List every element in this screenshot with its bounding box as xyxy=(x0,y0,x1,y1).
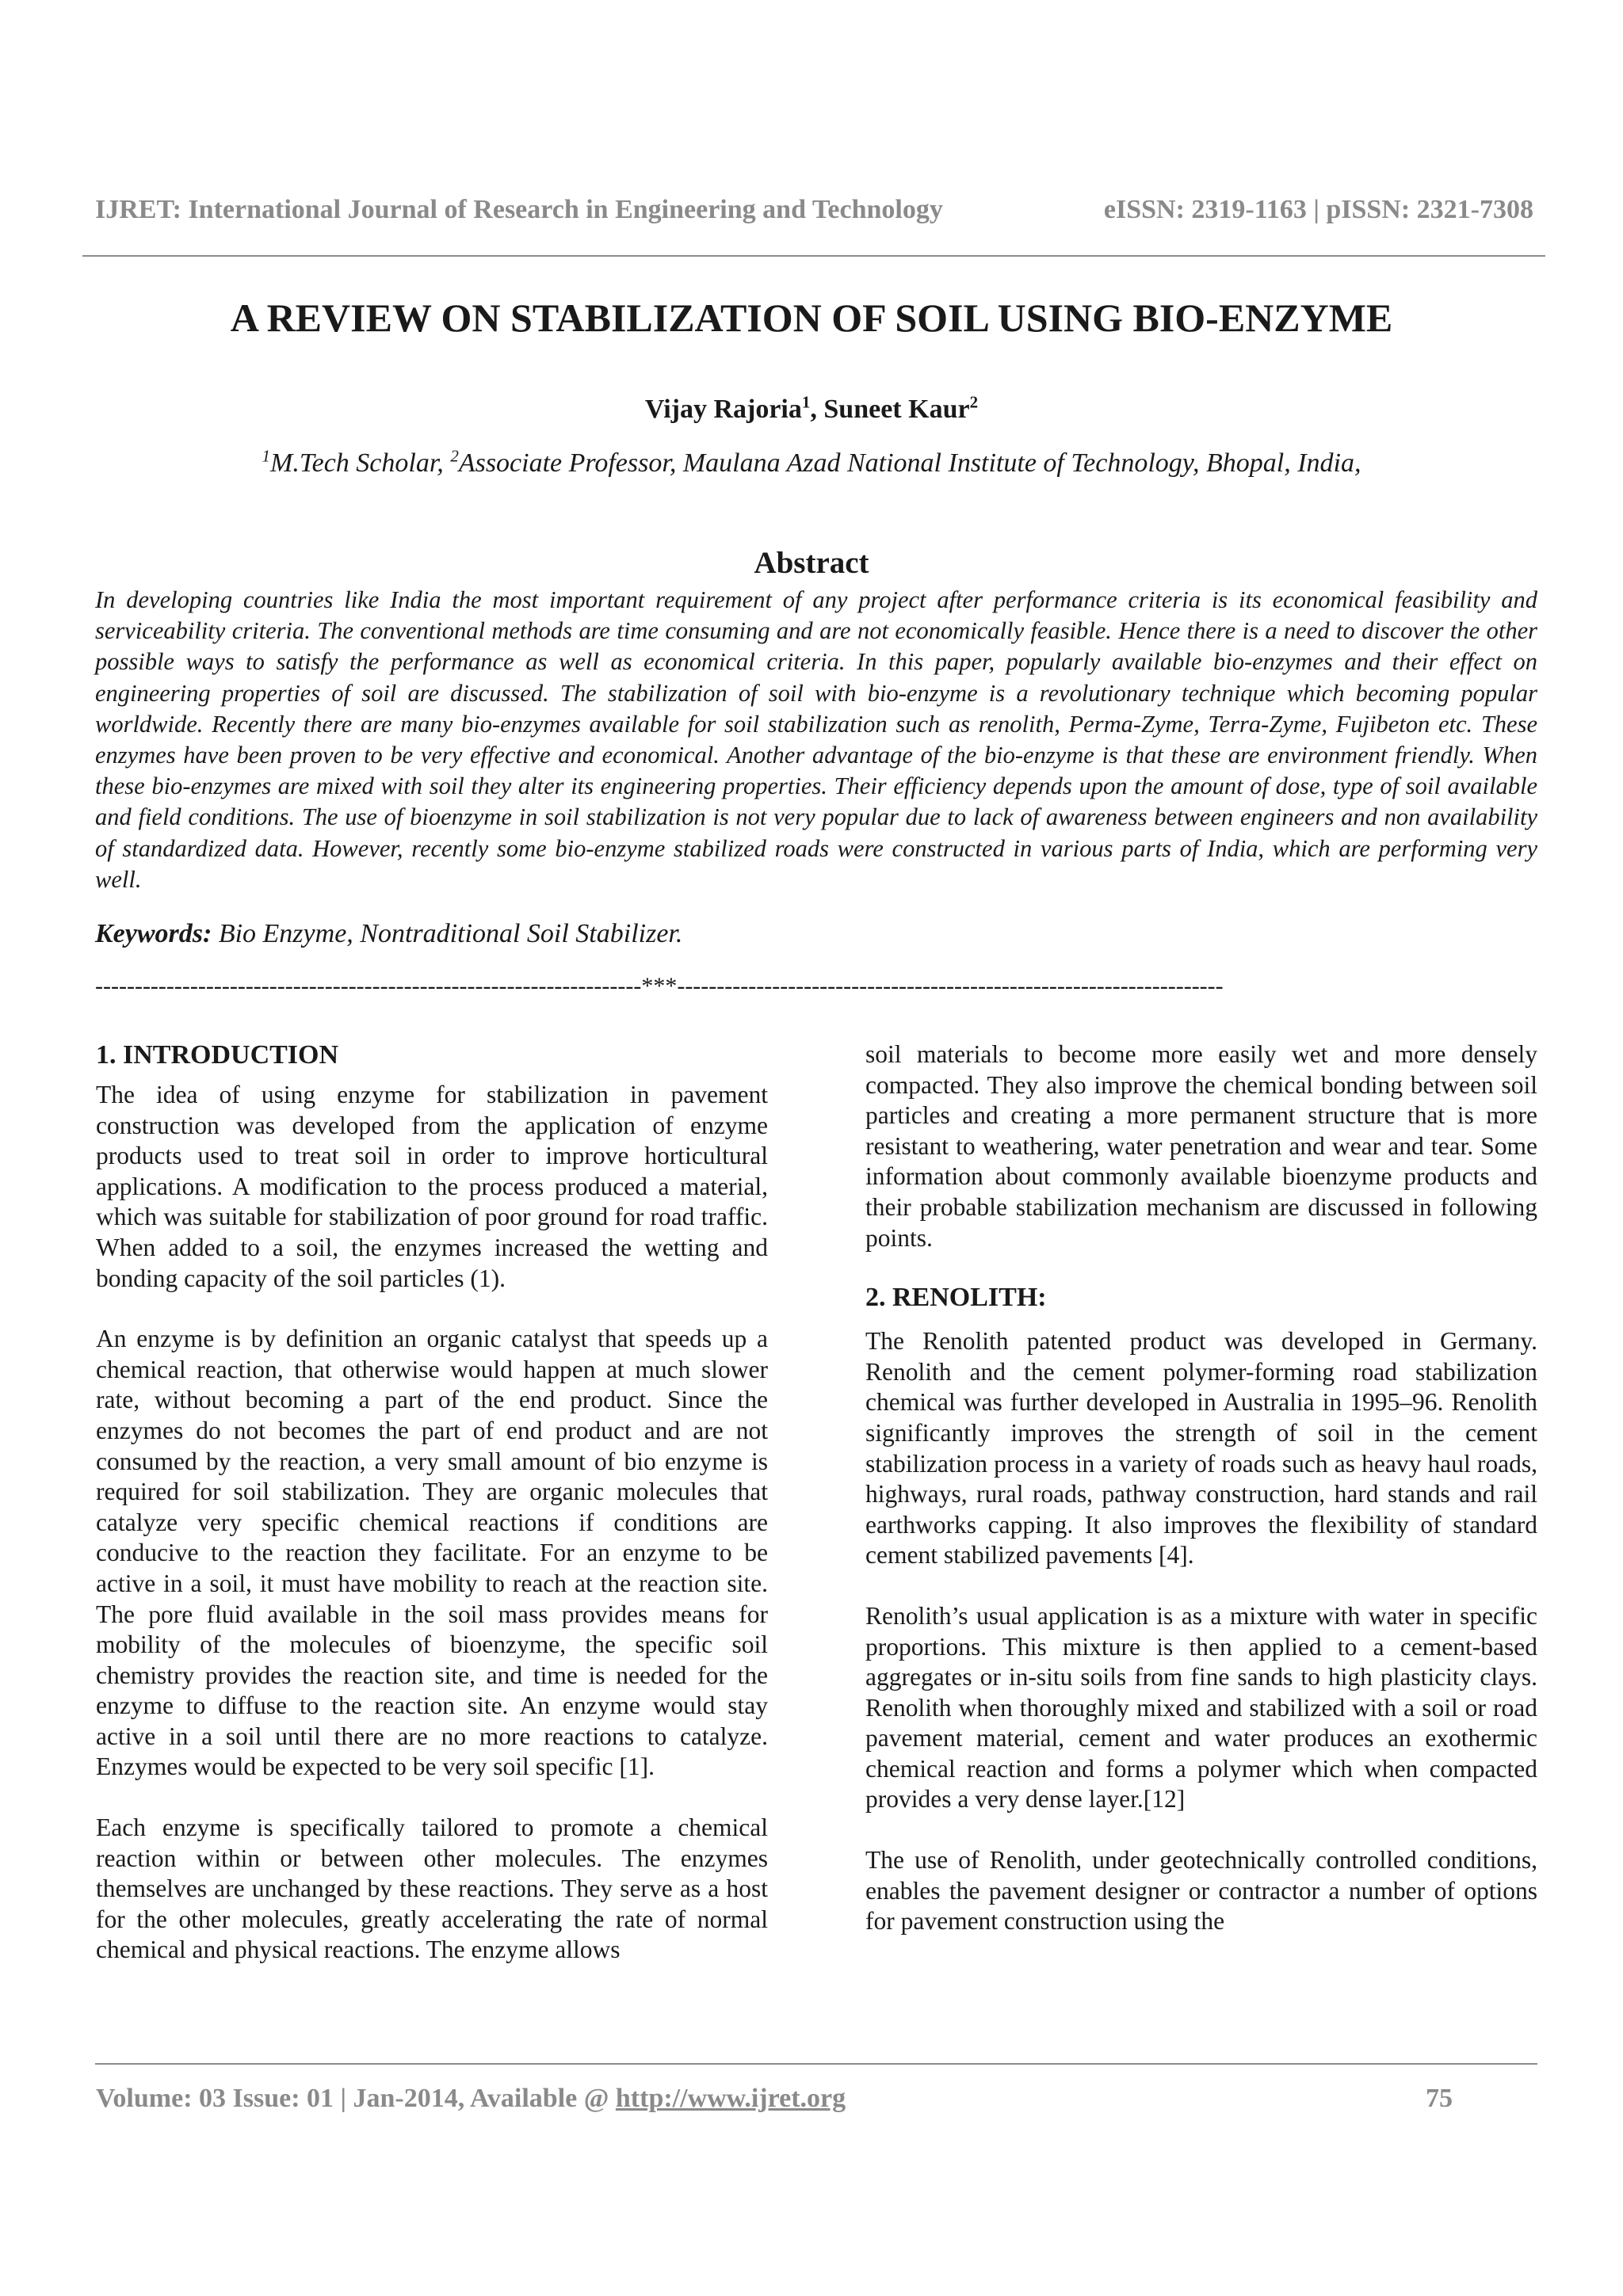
section-divider: ---------------------------------------------------------------------***--------------------------------------------------------------------- xyxy=(95,973,1224,999)
affiliation-superscript: 1 xyxy=(262,446,271,466)
body-paragraph: An enzyme is by definition an organic catalyst that speeds up a chemical reaction, that otherwise would happen at much slower rate, without becoming a part of the end product. Since the enzymes do not becomes the part of end product and are not consumed by the reaction, a very small amount of bio enzyme is required for soil stabilization. They are organic molecules that catalyze very specific chemical reactions if conditions are conducive to the reaction they facilitate. For an enzyme to be active in a soil, it must have mobility to reach at the reaction site. The pore fluid available in the soil mass provides means for mobility of the molecules of bioenzyme, the specific soil chemistry provides the reaction site, and time is needed for the enzyme to diffuse to the reaction site. An enzyme would stay active in a soil until there are no more reactions to catalyze. Enzymes would be expected to be very soil specific [1]. xyxy=(96,1325,768,1781)
page-footer xyxy=(96,2084,1453,2119)
footer-volume-text: Volume: 03 Issue: 01 | Jan-2014, Available @ xyxy=(96,2084,616,2113)
issn-info: eISSN: 2319-1163 | pISSN: 2321-7308 xyxy=(1103,195,1533,224)
paper-title: A REVIEW ON STABILIZATION OF SOIL USING BIO-ENZYME xyxy=(230,296,1393,340)
journal-name: IJRET: International Journal of Research in Engineering and Technology xyxy=(95,195,943,224)
affiliation-text: Associate Professor, Maulana Azad National Institute of Technology, Bhopal, India, xyxy=(458,448,1361,478)
footer-rule xyxy=(95,2063,1537,2065)
footer-volume-info xyxy=(96,2084,846,2114)
right-column xyxy=(865,1039,1537,1937)
affiliation-superscript: 2 xyxy=(450,446,459,466)
page-number: 75 xyxy=(1426,2084,1453,2113)
body-paragraph: The use of Renolith, under geotechnically controlled conditions, enables the pavement designer or contractor a number of options for pavement construction using the xyxy=(865,1846,1537,1936)
author-name: Suneet Kaur xyxy=(823,395,970,424)
keywords-text: Bio Enzyme, Nontraditional Soil Stabilizer. xyxy=(212,919,683,948)
abstract-heading: Abstract xyxy=(754,546,869,580)
author-separator: , xyxy=(810,395,824,424)
journal-website-link[interactable]: http://www.ijret.org xyxy=(615,2084,846,2113)
author-superscript: 1 xyxy=(801,392,811,412)
keywords-line xyxy=(95,919,1537,949)
section-heading-introduction: 1. INTRODUCTION xyxy=(96,1040,339,1070)
body-paragraph: The idea of using enzyme for stabilization in pavement construction was developed from the application of enzyme products used to treat soil in order to improve horticultural applications. A modification to the process produced a material, which was suitable for stabilization of poor ground for road traffic. When added to a soil, the enzymes increased the wetting and bonding capacity of the soil particles (1). xyxy=(96,1081,768,1292)
abstract-body: In developing countries like India the most important requirement of any project after performance criteria is its economical feasibility and serviceability criteria. The conventional methods are time consuming and are not economically feasible. Hence there is a need to discover the other possible ways to satisfy the performance as well as economical criteria. In this paper, popularly available bio-enzymes and their effect on engineering properties of soil are discussed. The stabilization of soil with bio-enzyme is a revolutionary technique which becoming popular worldwide. Recently there are many bio-enzymes available for soil stabilization such as renolith, Perma-Zyme, Terra-Zyme, Fujibeton etc. These enzymes have been proven to be very effective and economical. Another advantage of the bio-enzyme is that these are environment friendly. When these bio-enzymes are mixed with soil they alter its engineering properties. Their efficiency depends upon the amount of dose, type of soil available and field conditions. The use of bioenzyme in soil stabilization is not very popular due to lack of awareness between engineers and non availability of standardized data. However, recently some bio-enzyme stabilized roads were constructed in various parts of India, which are performing very well. xyxy=(95,586,1537,893)
section-heading-renolith: 2. RENOLITH: xyxy=(865,1283,1047,1313)
body-paragraph: soil materials to become more easily wet and more densely compacted. They also improve the chemical bonding between soil particles and creating a more permanent structure that is more resistant to weathering, water penetration and wear and tear. Some information about commonly available bioenzyme products and their probable stabilization mechanism are discussed in following points. xyxy=(865,1040,1537,1252)
body-paragraph: Each enzyme is specifically tailored to promote a chemical reaction within or between other molecules. The enzymes themselves are unchanged by these reactions. They serve as a host for the other molecules, greatly accelerating the rate of normal chemical and physical reactions. The enzyme allows xyxy=(96,1814,768,1964)
author-name: Vijay Rajoria xyxy=(644,395,802,424)
body-paragraph: The Renolith patented product was developed in Germany. Renolith and the cement polymer-forming road stabilization chemical was further developed in Australia in 1995–96. Renolith significantly improves the strength of soil in the cement stabilization process in a variety of roads such as heavy haul roads, highways, rural roads, pathway construction, hard stands and rail earthworks capping. It also improves the flexibility of standard cement stabilized pavements [4]. xyxy=(865,1327,1537,1569)
author-superscript: 2 xyxy=(969,392,979,412)
affiliation-line xyxy=(0,448,1623,479)
affiliation-role: M.Tech Scholar, xyxy=(270,448,451,478)
left-column xyxy=(96,1039,768,1966)
body-paragraph: Renolith’s usual application is as a mixture with water in specific proportions. This mixture is then applied to a cement-based aggregates or in-situ soils from fine sands to high plasticity clays. Renolith when thoroughly mixed and stabilized with a soil or road pavement material, cement and water produces an exothermic chemical reaction and forms a polymer which when compacted provides a very dense layer.[12] xyxy=(865,1601,1537,1814)
running-header xyxy=(95,191,1533,229)
header-rule xyxy=(82,255,1545,257)
keywords-label: Keywords: xyxy=(95,919,212,948)
author-line xyxy=(0,392,1623,425)
